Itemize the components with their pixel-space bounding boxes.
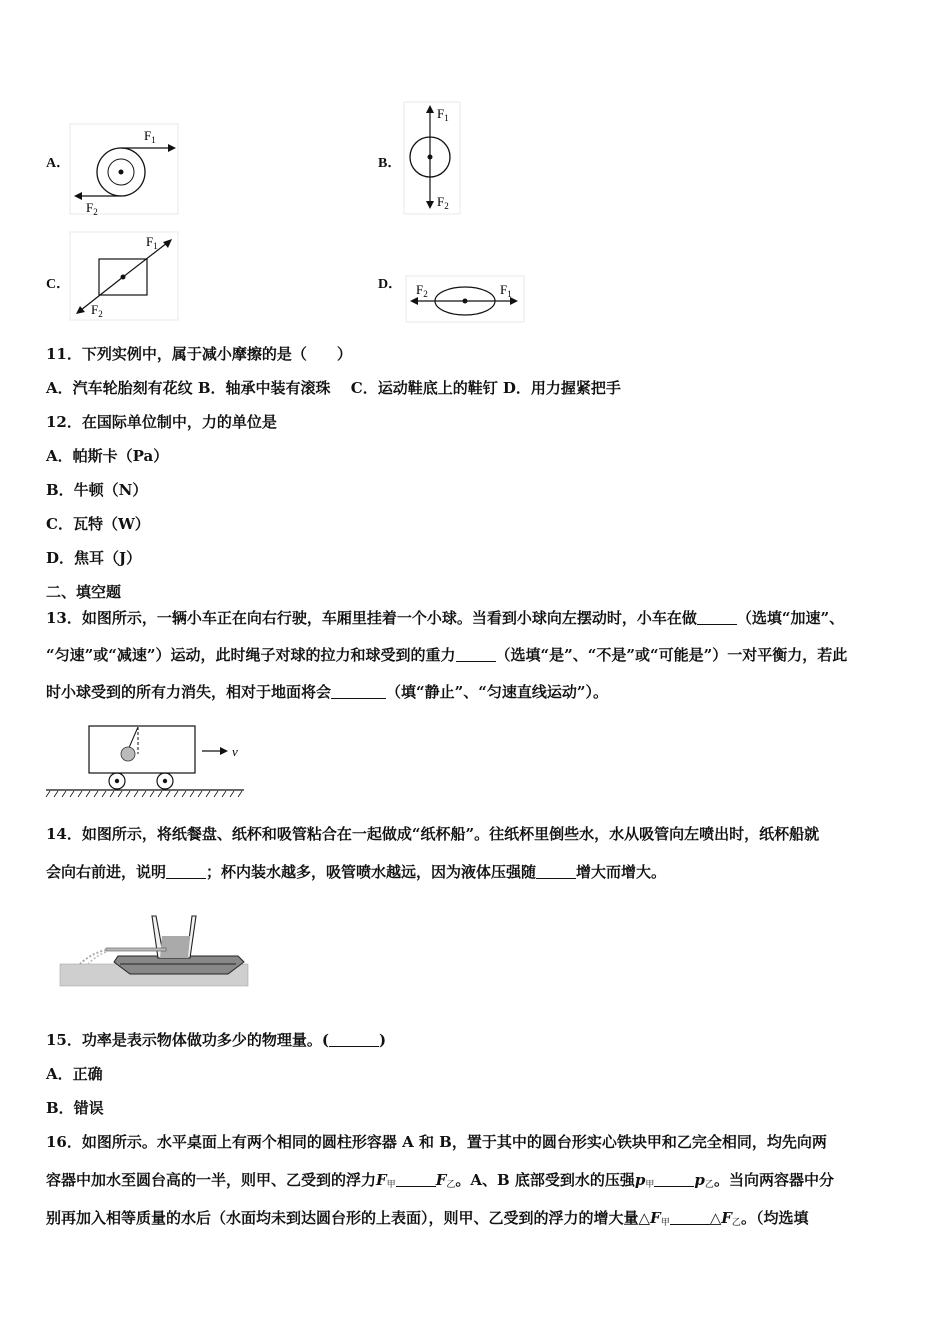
option-d-f1-label: $F_1$ — [500, 282, 512, 299]
q13-cart-figure — [44, 720, 249, 800]
q13-blank-2[interactable] — [456, 647, 496, 662]
option-a-figure — [66, 122, 181, 217]
option-c-f1-label: $F_1$ — [146, 234, 158, 251]
option-d-figure — [404, 274, 526, 324]
option-a-f2-label: $F_2$ — [86, 200, 98, 217]
q12-option-c: C．瓦特（W） — [46, 515, 150, 533]
q14-blank-2[interactable] — [536, 864, 576, 879]
q12-option-b: B．牛顿（N） — [46, 481, 148, 499]
q15-option-a: A．正确 — [46, 1065, 103, 1083]
option-b-f1-label: $F_1$ — [437, 106, 449, 123]
q14-blank-1[interactable] — [166, 864, 206, 879]
q11-options: A．汽车轮胎刻有花纹 B．轴承中装有滚珠 C．运动鞋底上的鞋钉 D．用力握紧把手 — [46, 379, 621, 397]
option-c-f2-label: $F_2$ — [91, 302, 103, 319]
q13-line3: 时小球受到的所有力消失，相对于地面将会 （填“静止”、“匀速直线运动”）。 — [46, 683, 609, 701]
q16-blank-2[interactable] — [654, 1172, 694, 1187]
q16-blank-3[interactable] — [670, 1210, 710, 1225]
q12-option-d: D．焦耳（J） — [46, 549, 142, 567]
q16-blank-1[interactable] — [396, 1172, 436, 1187]
q13-velocity-label: v — [232, 744, 238, 759]
q13-blank-3[interactable] — [331, 684, 386, 699]
q14-line2: 会向右前进，说明 ；杯内装水越多，吸管喷水越远，因为液体压强随 增大而增大。 — [46, 863, 667, 881]
option-a-f1-label: $F_1$ — [144, 128, 156, 145]
section-heading: 二、填空题 — [46, 583, 122, 601]
option-a-label: A． — [46, 156, 71, 171]
q11-stem: 11．下列实例中，属于减小摩擦的是（ ） — [46, 345, 352, 363]
option-b-label: B． — [378, 156, 402, 171]
q16-line2: 容器中加水至圆台高的一半，则甲、乙受到的浮力$F_甲$ $F_乙$。A、B 底部受到水的压强$p_甲$ $p_乙$。当向两容器中分 — [46, 1171, 834, 1190]
q12-option-a: A．帕斯卡（Pa） — [46, 447, 169, 465]
q15-option-b: B．错误 — [46, 1099, 104, 1117]
q13-line2: “匀速”或“减速”）运动，此时绳子对球的拉力和球受到的重力 （选填“是”、“不是”或“可能是”）一对平衡力，若此 — [46, 646, 848, 664]
option-d-f2-label: $F_2$ — [416, 282, 428, 299]
option-b-f2-label: $F_2$ — [437, 194, 449, 211]
option-d-label: D． — [378, 277, 403, 292]
q14-paper-boat-figure — [58, 912, 250, 988]
q15-stem: 15．功率是表示物体做功多少的物理量。( ) — [46, 1031, 387, 1049]
q16-line3: 别再加入相等质量的水后（水面均未到达圆台形的上表面），则甲、乙受到的浮力的增大量$\triangle F_甲$ $\triangle F_乙$。（均选填 — [46, 1209, 809, 1228]
q13-line1: 13．如图所示，一辆小车正在向右行驶，车厢里挂着一个小球。当看到小球向左摆动时，小车在做 （选填“加速”、 — [46, 609, 845, 627]
option-c-label: C． — [46, 277, 71, 292]
q15-blank[interactable] — [329, 1032, 379, 1047]
q16-line1: 16．如图所示。水平桌面上有两个相同的圆柱形容器 A 和 B，置于其中的圆台形实心铁块甲和乙完全相同，均先向两 — [46, 1133, 827, 1151]
q12-stem: 12．在国际单位制中，力的单位是 — [46, 413, 277, 431]
option-c-figure — [66, 230, 181, 322]
q13-blank-1[interactable] — [697, 610, 737, 625]
q14-line1: 14．如图所示，将纸餐盘、纸杯和吸管粘合在一起做成“纸杯船”。往纸杯里倒些水，水从吸管向左喷出时，纸杯船就 — [46, 825, 820, 843]
option-b-figure — [402, 100, 462, 215]
